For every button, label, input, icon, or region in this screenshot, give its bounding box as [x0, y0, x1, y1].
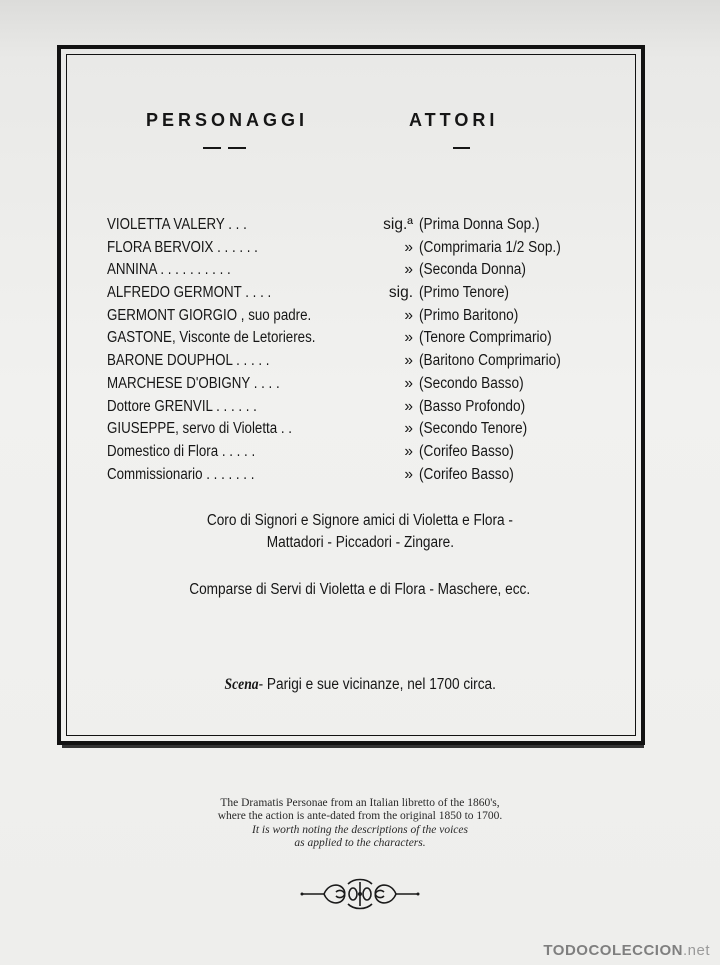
heading-rule [228, 147, 246, 149]
role-name: GASTONE, Visconte de Letorieres. [107, 329, 316, 347]
heading-rule [453, 147, 470, 149]
role-name: ALFREDO GERMONT . . . . [107, 284, 272, 302]
role-mark: » [404, 352, 413, 370]
role-mark: » [404, 420, 413, 438]
caption-line: where the action is ante-dated from the original 1850 to 1700. [217, 810, 503, 822]
extras-line: Comparse di Servi di Violetta e di Flora - Maschere, ecc. [189, 581, 531, 598]
role-name: ANNINA . . . . . . . . . . [107, 261, 231, 279]
role-mark: » [404, 261, 413, 279]
chorus-line: Coro di Signori e Signore amici di Violetta e Flora - [206, 512, 514, 529]
role-name: BARONE DOUPHOL . . . . . [107, 352, 270, 370]
heading-characters: PERSONAGGI [146, 110, 309, 130]
caption-line: The Dramatis Personae from an Italian libretto of the 1860's, [220, 797, 500, 809]
role-name: Dottore GRENVIL . . . . . . [107, 397, 257, 415]
scene-text: - Parigi e sue vicinanze, nel 1700 circa. [258, 676, 496, 693]
role-mark: » [404, 329, 413, 347]
role-name: GIUSEPPE, servo di Violetta . . [107, 420, 292, 438]
role-mark: sig.ª [383, 216, 413, 233]
scroll-ornament-icon [300, 876, 420, 912]
role-name: VIOLETTA VALERY . . . [107, 216, 247, 233]
role-mark: » [404, 238, 413, 256]
voice-type: (Baritono Comprimario) [419, 352, 561, 370]
voice-type: (Secondo Basso) [419, 374, 524, 392]
voice-type: (Seconda Donna) [419, 261, 526, 279]
page-frame-inner [66, 54, 636, 736]
role-mark: sig. [388, 284, 413, 302]
role-mark: » [404, 397, 413, 415]
caption-line: It is worth noting the descriptions of the voices [252, 824, 468, 836]
voice-type: (Prima Donna Sop.) [419, 216, 540, 233]
page-frame [57, 45, 645, 745]
watermark: TODOCOLECCION.net [543, 942, 710, 959]
role-mark: » [404, 306, 413, 324]
voice-type: (Corifeo Basso) [419, 442, 514, 460]
role-mark: » [404, 374, 413, 392]
caption-line: as applied to the characters. [294, 837, 426, 849]
heading-rule [203, 147, 221, 149]
role-name: MARCHESE D'OBIGNY . . . . [107, 374, 280, 392]
role-name: Domestico di Flora . . . . . [107, 442, 256, 460]
role-name: FLORA BERVOIX . . . . . . [107, 238, 258, 256]
voice-type: (Primo Baritono) [419, 306, 519, 324]
voice-type: (Basso Profondo) [419, 397, 526, 415]
scene-label: Scena [224, 676, 259, 693]
scene-line [0, 676, 720, 694]
role-name: Commissionario . . . . . . . [107, 465, 255, 483]
voice-type: (Corifeo Basso) [419, 465, 514, 483]
heading-actors: ATTORI [409, 110, 499, 130]
voice-type: (Tenore Comprimario) [419, 329, 552, 347]
role-name: GERMONT GIORGIO , suo padre. [107, 306, 312, 324]
voice-type: (Primo Tenore) [419, 284, 509, 302]
voice-type: (Secondo Tenore) [419, 420, 528, 438]
role-mark: » [404, 465, 413, 483]
frame-shadow [62, 745, 644, 748]
chorus-line: Mattadori - Piccadori - Zingare. [266, 534, 454, 551]
role-mark: » [404, 442, 413, 460]
voice-type: (Comprimaria 1/2 Sop.) [419, 238, 561, 256]
